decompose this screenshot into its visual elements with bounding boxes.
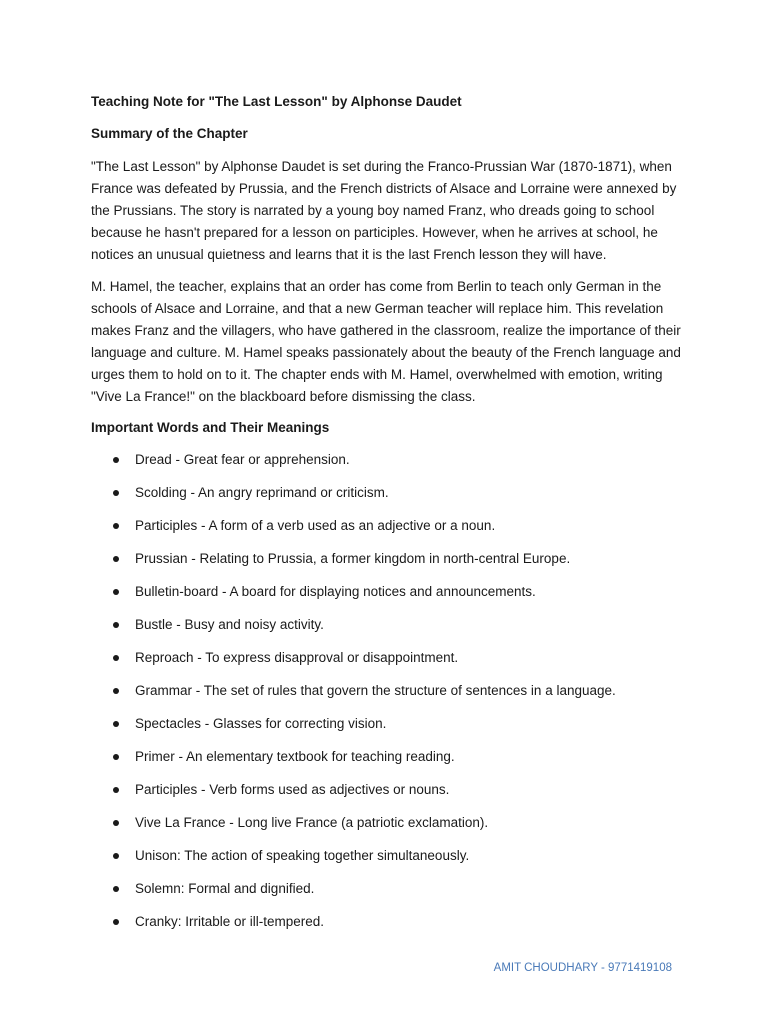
word-entry: Bulletin-board - A board for displaying notices and announcements. — [135, 584, 536, 599]
page-footer: AMIT CHOUDHARY - 9771419108 — [493, 962, 672, 974]
list-item — [91, 648, 681, 668]
bullet-icon — [113, 787, 119, 793]
list-item — [91, 879, 681, 899]
bullet-icon — [113, 886, 119, 892]
word-entry: Scolding - An angry reprimand or criticism. — [135, 485, 389, 500]
list-item — [91, 483, 681, 503]
bullet-icon — [113, 820, 119, 826]
word-entry: Participles - Verb forms used as adjectives or nouns. — [135, 782, 450, 797]
word-entry: Cranky: Irritable or ill-tempered. — [135, 914, 325, 929]
bullet-icon — [113, 919, 119, 925]
bullet-icon — [113, 490, 119, 496]
word-entry: Reproach - To express disapproval or disappointment. — [135, 650, 459, 665]
bullet-icon — [113, 457, 119, 463]
document-page — [91, 92, 681, 945]
word-entry: Prussian - Relating to Prussia, a former kingdom in north-central Europe. — [135, 551, 571, 566]
list-item — [91, 615, 681, 635]
list-item — [91, 582, 681, 602]
words-heading: Important Words and Their Meanings — [91, 420, 330, 435]
list-item — [91, 450, 681, 470]
word-entry: Solemn: Formal and dignified. — [135, 881, 315, 896]
word-entry: Vive La France - Long live France (a patriotic exclamation). — [135, 815, 489, 830]
list-item — [91, 516, 681, 536]
bullet-icon — [113, 688, 119, 694]
bullet-icon — [113, 556, 119, 562]
word-entry: Participles - A form of a verb used as an adjective or a noun. — [135, 518, 496, 533]
list-item — [91, 912, 681, 932]
summary-heading: Summary of the Chapter — [91, 126, 248, 141]
bullet-icon — [113, 721, 119, 727]
word-entry: Unison: The action of speaking together simultaneously. — [135, 848, 470, 863]
list-item — [91, 780, 681, 800]
word-entry: Primer - An elementary textbook for teaching reading. — [135, 749, 455, 764]
word-entry: Dread - Great fear or apprehension. — [135, 452, 350, 467]
list-item — [91, 813, 681, 833]
summary-paragraph-1: "The Last Lesson" by Alphonse Daudet is set during the Franco-Prussian War (1870-1871), when France was defeated by Prussia, and the French districts of Alsace and Lorraine were annexed by the Prussians. The story is narrated by a young boy named Franz, who dreads going to school because he hasn't prepared for a lesson on participles. However, when he arrives at school, he notices an unusual quietness and learns that it is the last French lesson they will have. — [91, 159, 677, 262]
word-list — [91, 450, 681, 932]
word-entry: Grammar - The set of rules that govern the structure of sentences in a language. — [135, 683, 616, 698]
bullet-icon — [113, 589, 119, 595]
list-item — [91, 549, 681, 569]
word-entry: Bustle - Busy and noisy activity. — [135, 617, 324, 632]
word-entry: Spectacles - Glasses for correcting vision. — [135, 716, 387, 731]
list-item — [91, 681, 681, 701]
list-item — [91, 846, 681, 866]
list-item — [91, 747, 681, 767]
bullet-icon — [113, 622, 119, 628]
list-item — [91, 714, 681, 734]
bullet-icon — [113, 655, 119, 661]
summary-paragraph-2: M. Hamel, the teacher, explains that an order has come from Berlin to teach only German in the schools of Alsace and Lorraine, and that a new German teacher will replace him. This revelation makes Franz and the villagers, who have gathered in the classroom, realize the importance of their language and culture. M. Hamel speaks passionately about the beauty of the French language and urges them to hold on to it. The chapter ends with M. Hamel, overwhelmed with emotion, writing "Vive La France!" on the blackboard before dismissing the class. — [91, 279, 681, 404]
bullet-icon — [113, 853, 119, 859]
document-title: Teaching Note for "The Last Lesson" by Alphonse Daudet — [91, 94, 462, 109]
bullet-icon — [113, 523, 119, 529]
bullet-icon — [113, 754, 119, 760]
